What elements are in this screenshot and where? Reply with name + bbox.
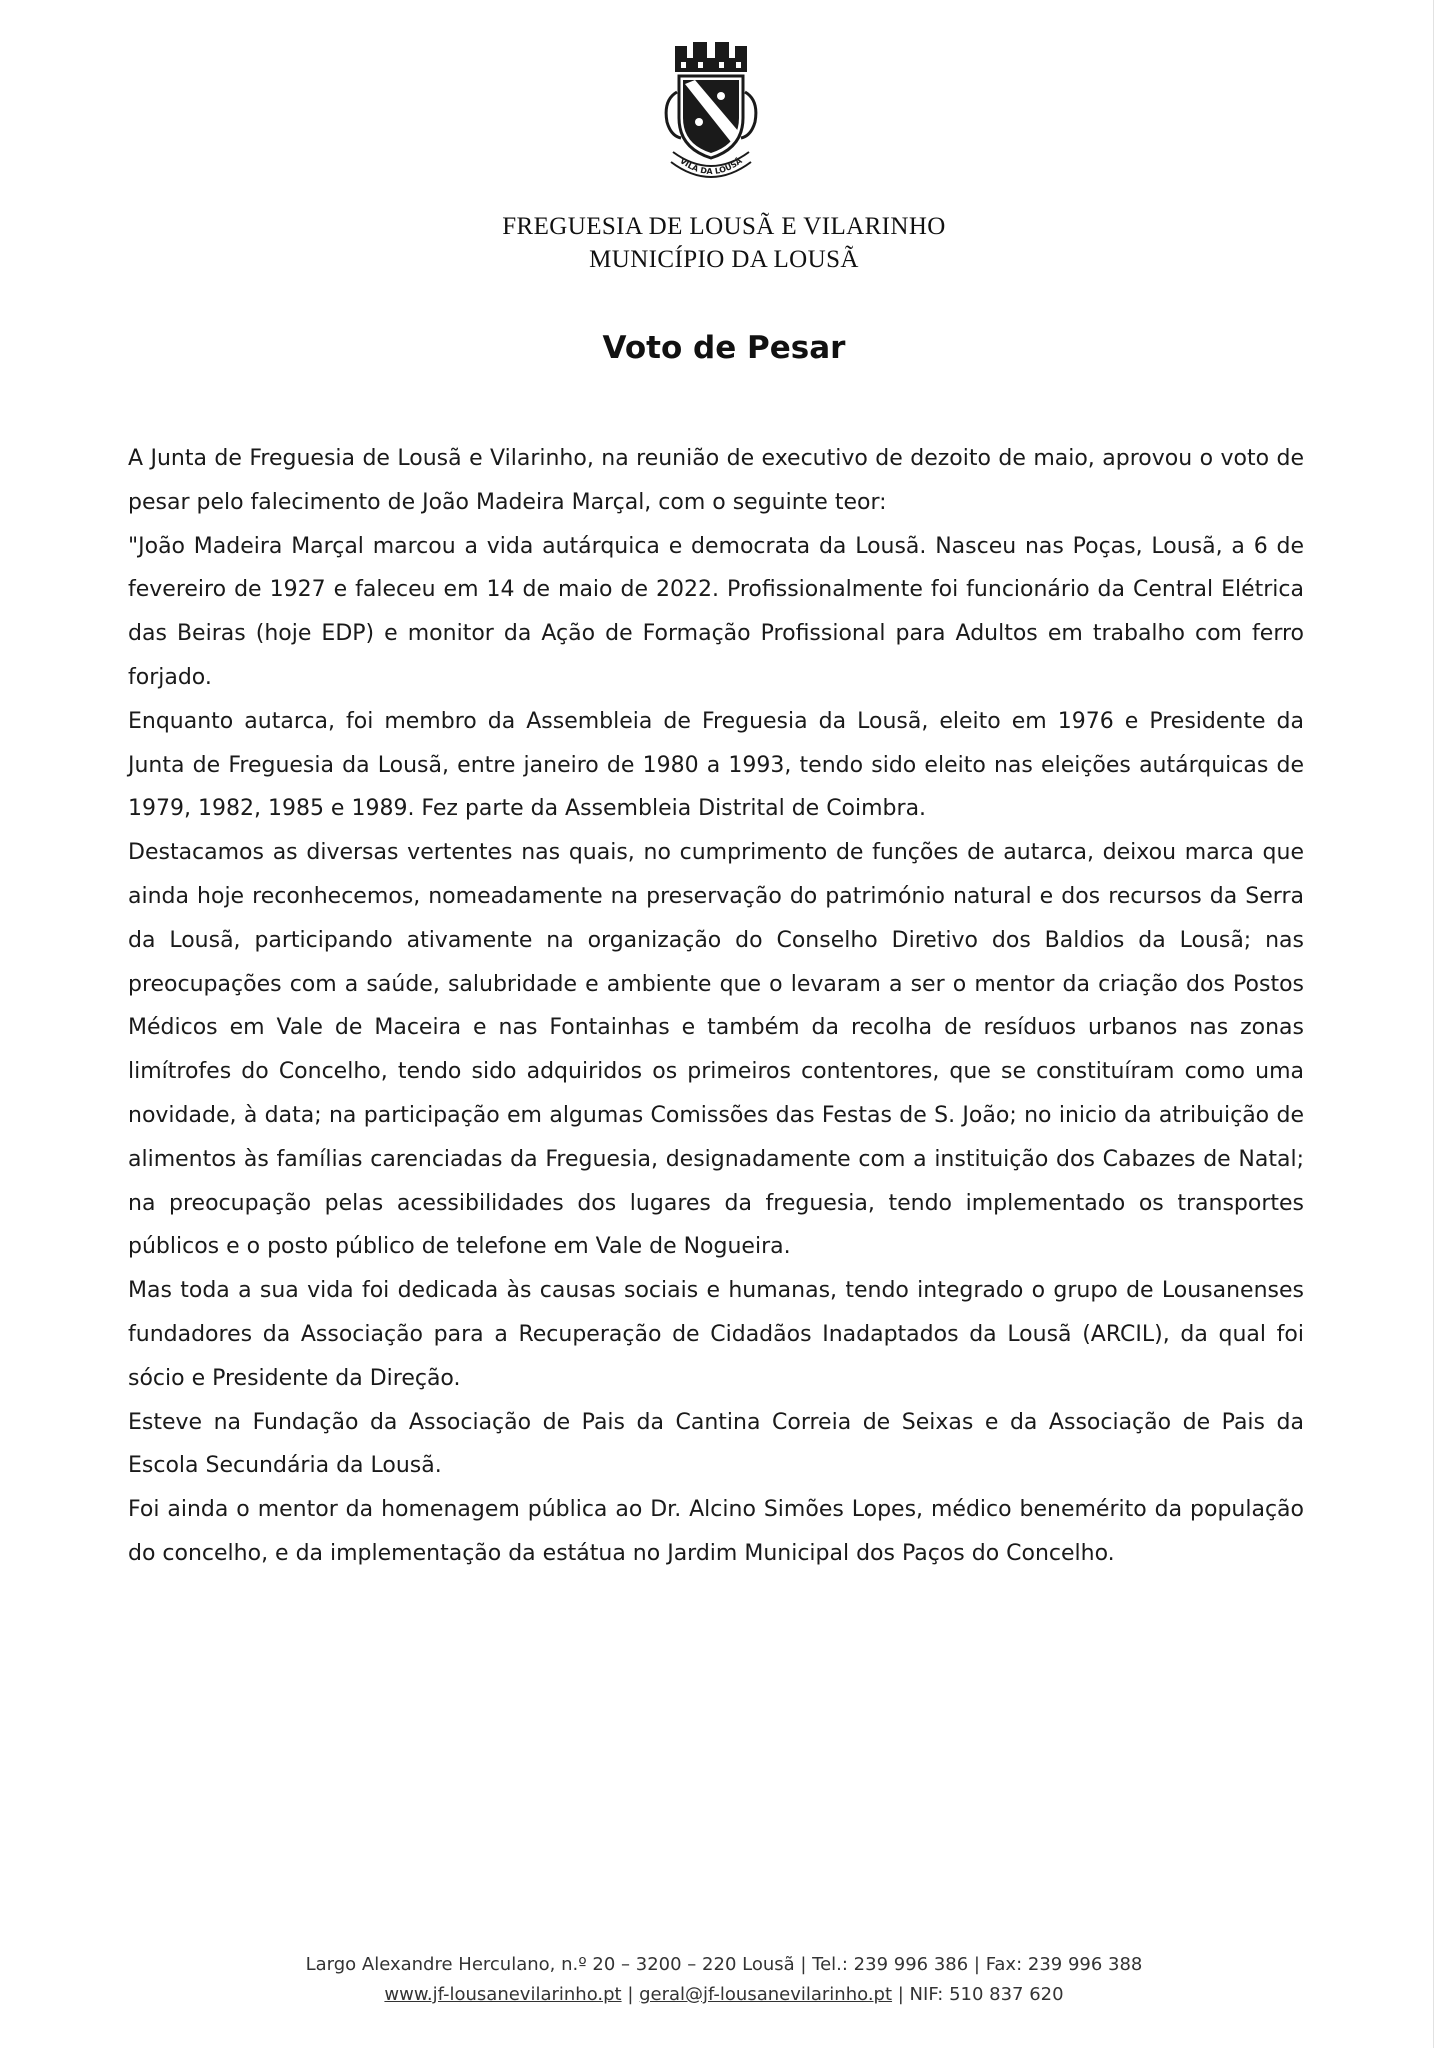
paragraph: "João Madeira Marçal marcou a vida autárquica e democrata da Lousã. Nasceu nas Poças, Lousã, a 6 de fevereiro de 1927 e faleceu em 14 de maio de 2022. Profissionalmente foi funcionário da Central Elétrica das Beiras (hoje EDP) e monitor da Ação de Formação Profissional para Adultos em trabalho com ferro forjado. xyxy=(128,533,1304,690)
parish-name: FREGUESIA DE LOUSÃ E VILARINHO xyxy=(502,213,946,240)
paragraph: Enquanto autarca, foi membro da Assembleia de Freguesia da Lousã, eleito em 1976 e Presidente da Junta de Freguesia da Lousã, entre janeiro de 1980 a 1993, tendo sido eleito nas eleições autárquicas de 1979, 1982, 1985 e 1989. Fez parte da Assembleia Distrital de Coimbra. xyxy=(128,708,1304,822)
paragraph: A Junta de Freguesia de Lousã e Vilarinho, na reunião de executivo de dezoito de maio, aprovou o voto de pesar pelo falecimento de João Madeira Marçal, com o seguinte teor: xyxy=(128,446,1304,515)
footer xyxy=(0,1950,1448,2010)
coat-of-arms-icon xyxy=(651,40,771,190)
paragraph: Esteve na Fundação da Associação de Pais da Cantina Correia de Seixas e da Associação de Pais da Escola Secundária da Lousã. xyxy=(128,1409,1304,1479)
organization-header xyxy=(0,210,1448,276)
paragraph: Foi ainda o mentor da homenagem pública ao Dr. Alcino Simões Lopes, médico benemérito da população do concelho, e da implementação da estátua no Jardim Municipal dos Paços do Concelho. xyxy=(128,1497,1304,1566)
crest-motto: VILA DA LOUSÃ xyxy=(678,156,744,177)
scan-edge-line xyxy=(1433,0,1434,2048)
document-body xyxy=(128,437,1304,1576)
paragraph: Destacamos as diversas vertentes nas quais, no cumprimento de funções de autarca, deixou marca que ainda hoje reconhecemos, nomeadamente na preservação do património natural e dos recursos da Serra da Lousã, participando ativamente na organização do Conselho Diretivo dos Baldios da Lousã; nas preocupações com a saúde, salubridade e ambiente que o levaram a ser o mentor da criação dos Postos Médicos em Vale de Maceira e nas Fontainhas e também da recolha de resíduos urbanos nas zonas limítrofes do Concelho, tendo sido adquiridos os primeiros contentores, que se constituíram como uma novidade, à data; na participação em algumas Comissões das Festas de S. João; no inicio da atribuição de alimentos às famílias carenciadas da Freguesia, designadamente com a instituição dos Cabazes de Natal; na preocupação pelas acessibilidades dos lugares da freguesia, tendo implementado os transportes públicos e o posto público de telefone em Vale de Nogueira. xyxy=(128,840,1304,1260)
footer-nif: NIF: 510 837 620 xyxy=(909,1984,1064,2005)
paragraph: Mas toda a sua vida foi dedicada às causas sociais e humanas, tendo integrado o grupo de Lousanenses fundadores da Associação para a Recuperação de Cidadãos Inadaptados da Lousã (ARCIL), da qual foi sócio e Presidente da Direção. xyxy=(128,1278,1304,1391)
footer-separator: | xyxy=(621,1984,640,2005)
footer-contacts xyxy=(0,1980,1448,2010)
email-link[interactable]: geral@jf-lousanevilarinho.pt xyxy=(639,1984,893,2005)
website-link[interactable]: www.jf-lousanevilarinho.pt xyxy=(384,1984,622,2005)
footer-address: Largo Alexandre Herculano, n.º 20 – 3200 – 220 Lousã | Tel.: 239 996 386 | Fax: 239 996 388 xyxy=(305,1954,1143,1975)
document-title: Voto de Pesar xyxy=(602,330,846,366)
footer-separator: | xyxy=(892,1984,910,2005)
municipality-name: MUNICÍPIO DA LOUSÃ xyxy=(589,246,859,273)
